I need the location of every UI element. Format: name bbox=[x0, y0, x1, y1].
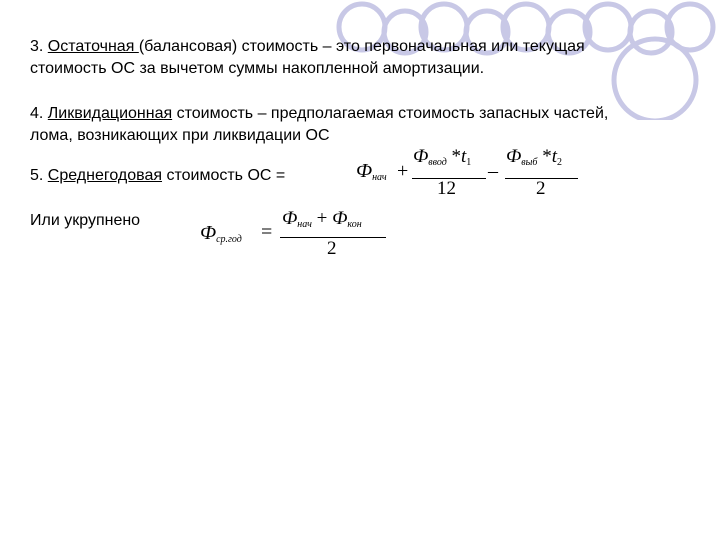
simplified-label: Или укрупнено bbox=[30, 212, 141, 229]
formula-term-initial: $Ф_{нач}$ bbox=[356, 160, 387, 183]
fraction-denominator: 12 bbox=[437, 178, 456, 199]
fraction-numerator-input: $Ф_{ввод}$ $*t_1$ bbox=[413, 146, 472, 168]
paragraph-line bbox=[30, 36, 700, 58]
definition-text: лома, возникающих при ликвидации ОС bbox=[30, 127, 330, 144]
definition-text: стоимость ОС за вычетом суммы накопленной амортизации. bbox=[30, 60, 485, 77]
term-average-annual: Среднегодовая bbox=[47, 167, 163, 184]
fraction-numerator-retired: $Ф_{выб}$ $*t_2$ bbox=[506, 146, 562, 168]
formula-lhs: $Ф_{ср.год}$ bbox=[200, 222, 242, 245]
fraction-denominator: 2 bbox=[327, 238, 337, 259]
item-number: 5. bbox=[30, 167, 48, 184]
item-number: 4. bbox=[30, 105, 48, 122]
plus-sign: + bbox=[397, 160, 409, 182]
fraction-denominator: 2 bbox=[536, 178, 546, 199]
minus-sign: – bbox=[488, 160, 498, 182]
equals-sign: = bbox=[261, 221, 273, 243]
definition-text: стоимость ОС = bbox=[162, 167, 286, 184]
paragraph-residual-value bbox=[30, 36, 700, 80]
term-liquidation: Ликвидационная bbox=[47, 105, 173, 122]
paragraph-simplified bbox=[30, 210, 700, 232]
definition-text: (балансовая) стоимость – это первоначальная или текущая bbox=[138, 38, 585, 55]
paragraph-line bbox=[30, 103, 700, 125]
paragraph-liquidation-value bbox=[30, 103, 700, 147]
item-number: 3. bbox=[30, 38, 48, 55]
fraction-numerator: $Ф_{нач} + Ф_{кон}$ bbox=[282, 208, 362, 230]
term-residual: Остаточная bbox=[47, 38, 139, 55]
definition-text: стоимость – предполагаемая стоимость запасных частей, bbox=[172, 105, 609, 122]
